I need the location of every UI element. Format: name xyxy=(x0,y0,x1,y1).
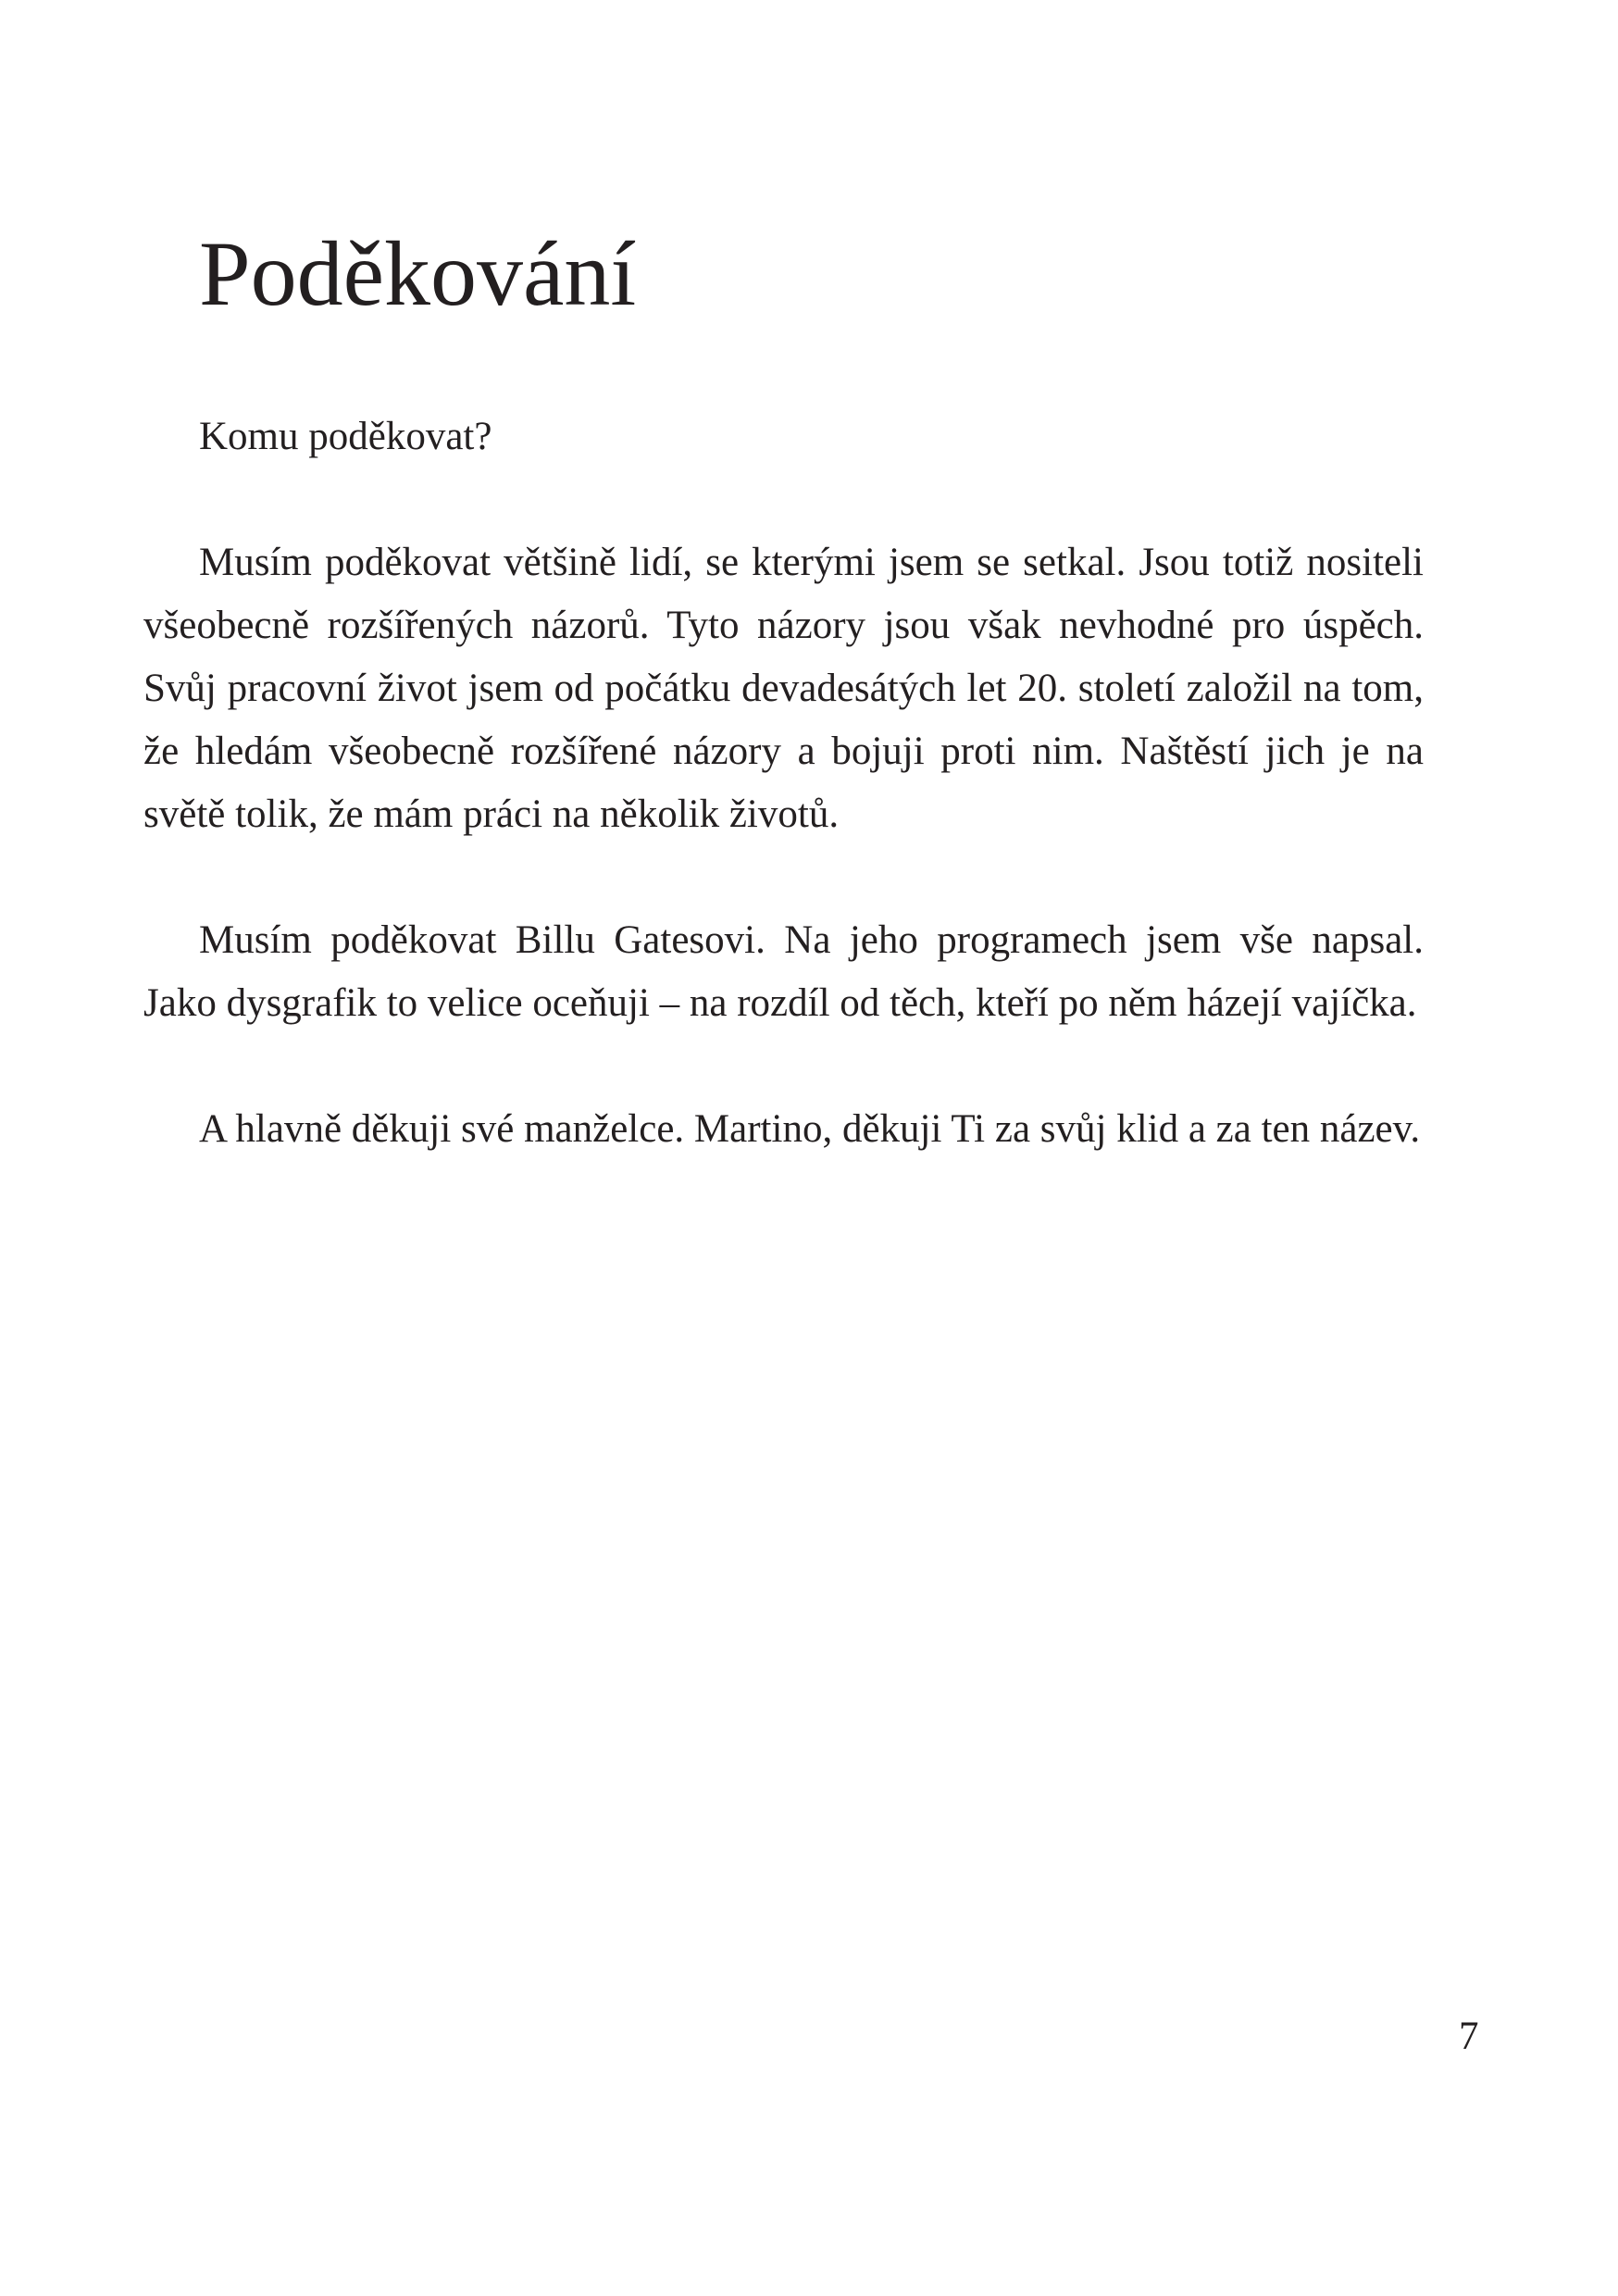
page-number: 7 xyxy=(1459,2015,1479,2058)
paragraph-thanks-bill-gates: Musím poděkovat Billu Gatesovi. Na jeho programech jsem vše napsal. Jako dysgrafik to velice oceňuji – na rozdíl od těch, kteří po něm házejí vajíčka. xyxy=(143,918,1424,1025)
paragraph-question: Komu poděkovat? xyxy=(199,415,492,458)
paragraph-thanks-wife: A hlavně děkuji své manželce. Martino, děkuji Ti za svůj klid a za ten název. xyxy=(199,1107,1421,1151)
page-title: Poděkování xyxy=(199,222,637,325)
body-text xyxy=(143,406,1424,1161)
paragraph-thanks-people: Musím poděkovat většině lidí, se kterými jsem se setkal. Jsou totiž nositeli všeobecně rozšířených názorů. Tyto názory jsou však nevhodné pro úspěch. Svůj pracovní život jsem od počátku devadesátých let 20. století založil na tom, že hledám všeobecně rozšířené názory a bojuji proti nim. Naštěstí jich je na světě tolik, že mám práci na několik životů. xyxy=(143,541,1424,836)
